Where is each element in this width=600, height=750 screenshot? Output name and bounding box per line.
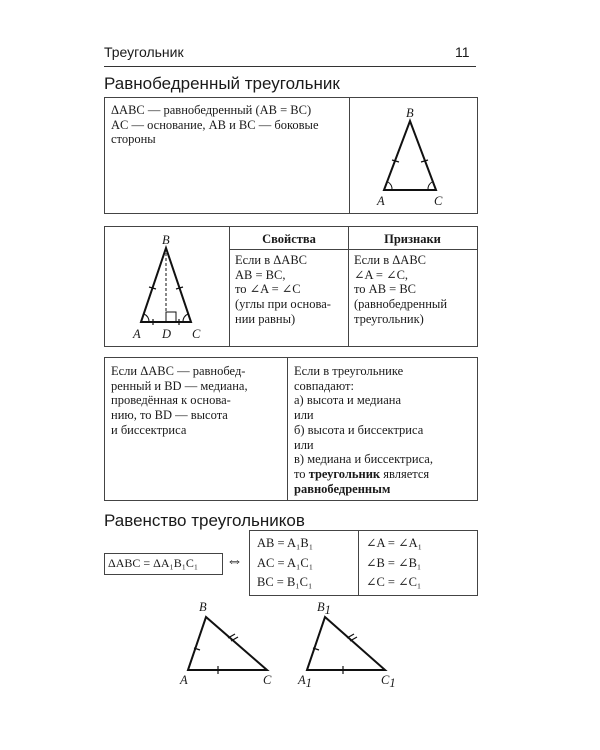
vertex-label-c1 — [381, 673, 396, 690]
median-line: ренный и BD — медиана, — [111, 378, 248, 393]
angles-equalities — [366, 534, 422, 593]
vertex-label-b: B — [199, 600, 207, 614]
properties-line: (углы при основа- — [235, 297, 331, 312]
triangle-abc — [188, 617, 267, 670]
median-line: проведённая к основа- — [111, 393, 231, 408]
triangle-a1b1c1 — [307, 617, 385, 670]
signs-line: Если в ΔABC — [354, 253, 427, 267]
angle-arc — [428, 182, 432, 190]
vertex-subscript: 1 — [324, 603, 331, 617]
right-angle-mark — [166, 312, 176, 322]
section-title-equality: Равенство треугольников — [104, 511, 305, 530]
definition-text — [111, 103, 347, 147]
side-equality: BC = B₁C₁ — [257, 575, 313, 589]
definition-line: стороны — [111, 132, 156, 147]
properties-header-rule — [230, 249, 477, 250]
coincide-line: Если в треугольнике — [294, 364, 404, 378]
angle-arc — [183, 314, 188, 322]
coincide-bold-isosceles: равнобедренным — [294, 481, 391, 496]
chapter-title: Треугольник — [104, 44, 184, 60]
vertex-subscript: 1 — [389, 676, 396, 690]
properties-line: AB = BC, — [235, 267, 286, 282]
definition-line: AC — основание, AB и BC — боковые — [111, 117, 319, 132]
angle-arc — [144, 314, 149, 322]
properties-header: Свойства — [262, 232, 316, 246]
vertex-letter: A — [298, 673, 306, 687]
coincide-line: или — [294, 408, 314, 423]
header-rule — [104, 66, 476, 67]
properties-line: Если в ΔABC — [235, 253, 308, 267]
vertex-label-c: C — [263, 673, 272, 687]
angle-equality: ∠C = ∠C₁ — [366, 575, 422, 589]
coincide-line: в) медиана и биссектриса, — [294, 452, 433, 467]
signs-line: треугольник) — [354, 311, 424, 326]
triangle-shape — [384, 121, 436, 190]
angle-equality: ∠B = ∠B₁ — [366, 555, 422, 570]
vertex-label-a: A — [180, 673, 188, 687]
signs-line: ∠A = ∠C, — [354, 267, 409, 282]
coincide-text — [294, 364, 474, 496]
vertex-label-b1 — [317, 600, 331, 617]
vertex-subscript: 1 — [305, 676, 312, 690]
coincide-line: б) высота и биссектриса — [294, 422, 424, 437]
angle-equality: ∠A = ∠A₁ — [366, 536, 422, 550]
isosceles-median-figure — [105, 227, 229, 345]
properties-line: то ∠A = ∠C — [235, 282, 301, 297]
median-line: нию, то BD — высота — [111, 408, 228, 423]
coincide-after: является — [383, 466, 430, 481]
median-line: Если ΔABC — равнобед- — [111, 364, 246, 378]
signs-header: Признаки — [384, 232, 441, 246]
vertex-label-b: B — [162, 233, 170, 247]
coincide-conclusion — [294, 467, 474, 482]
vertex-letter: B — [317, 600, 325, 614]
signs-text — [354, 253, 474, 327]
vertex-label-a: A — [377, 194, 385, 208]
coincide-line: или — [294, 437, 314, 452]
median-divider — [287, 357, 288, 501]
median-line: и биссектриса — [111, 422, 187, 437]
vertex-label-d: D — [162, 327, 172, 341]
side-equality: AC = A₁C₁ — [257, 555, 314, 570]
properties-text — [235, 253, 347, 327]
coincide-line: совпадают: — [294, 378, 354, 393]
angle-arc — [388, 182, 392, 190]
vertex-label-a1 — [297, 673, 312, 690]
vertex-label-c: C — [434, 194, 443, 208]
definition-line: ΔABC — равнобедренный (AB = BC) — [111, 103, 312, 117]
congruence-statement: ΔABC = ΔA₁B₁C₁ — [108, 556, 199, 570]
vertex-label-b: B — [406, 106, 414, 120]
equalities-divider — [358, 530, 359, 596]
signs-line: то AB = BC — [354, 282, 417, 297]
tick-mark — [347, 634, 354, 638]
congruent-triangles-figure — [170, 598, 430, 698]
median-text — [111, 364, 285, 438]
side-equality: AB = A₁B₁ — [257, 536, 314, 550]
sides-equalities — [257, 534, 313, 593]
properties-line: нии равны) — [235, 311, 296, 326]
coincide-line: а) высота и медиана — [294, 393, 402, 408]
isosceles-triangle-figure — [350, 98, 475, 212]
vertex-label-a: A — [133, 327, 141, 341]
vertex-label-c: C — [192, 327, 201, 341]
page-number: 11 — [455, 44, 470, 60]
equivalence-arrow: ⇔ — [226, 551, 243, 570]
coincide-bold-triangle: треугольник — [308, 466, 381, 481]
section-title-isosceles: Равнобедренный треугольник — [104, 74, 340, 93]
signs-line: (равнобедренный — [354, 297, 448, 312]
vertex-letter: C — [381, 673, 390, 687]
coincide-line: то — [294, 466, 306, 481]
